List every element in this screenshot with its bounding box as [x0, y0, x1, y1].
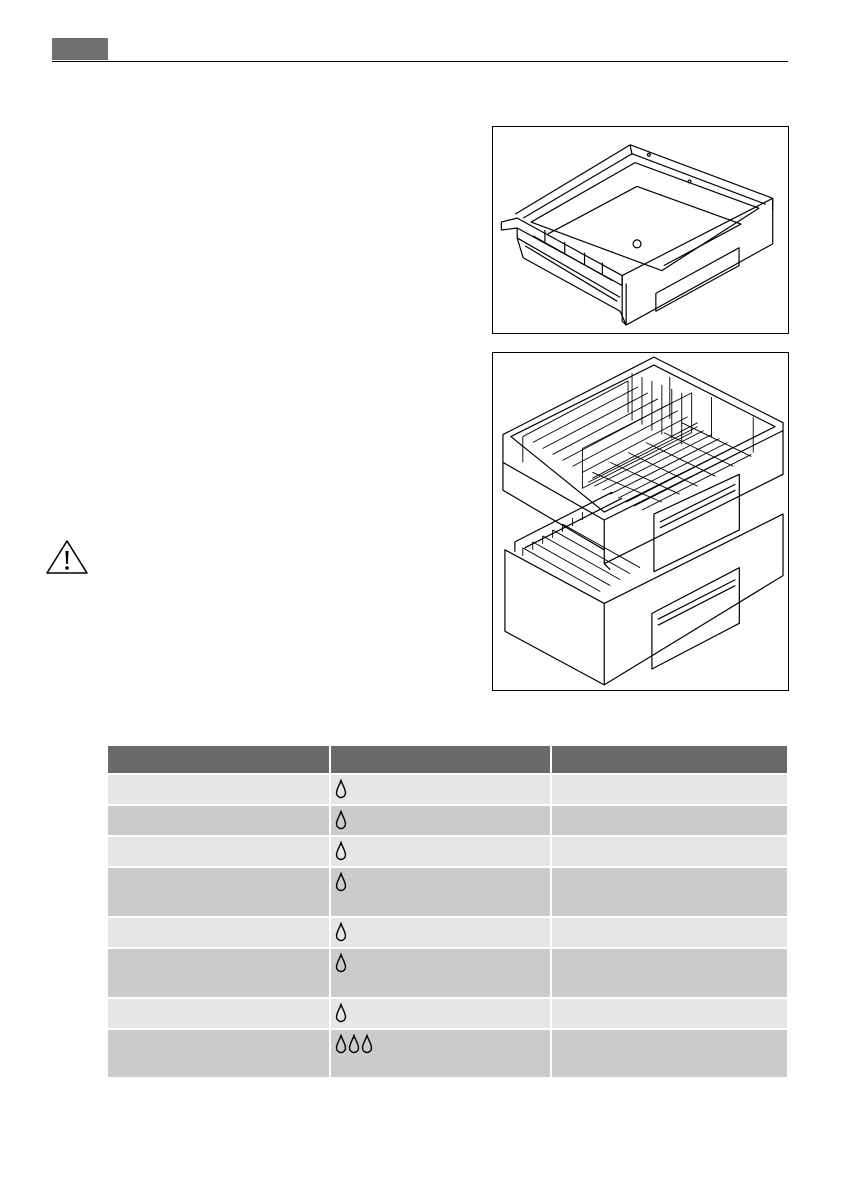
table-row [108, 835, 787, 866]
table-cell [108, 1028, 329, 1077]
table-row [108, 866, 787, 916]
humidity-drop-icon [335, 1034, 347, 1054]
stacked-basket-drawers-illustration [493, 353, 788, 690]
table-row [108, 1028, 787, 1077]
humidity-cell [329, 916, 550, 947]
humidity-cell [329, 997, 550, 1028]
humidity-drop-icon [335, 779, 347, 799]
shallow-drawer-illustration [493, 127, 788, 333]
table-cell [550, 866, 787, 916]
humidity-drop-icon [361, 1034, 373, 1054]
table-cell [550, 804, 787, 835]
humidity-cell [329, 773, 550, 804]
table-header-row [108, 746, 787, 773]
table-cell [108, 947, 329, 997]
table-cell [108, 835, 329, 866]
humidity-drop-icon [335, 922, 347, 942]
humidity-cell [329, 866, 550, 916]
table-cell [108, 916, 329, 947]
table-row [108, 916, 787, 947]
table-header-cell [550, 746, 787, 773]
basket-drawers-figure [492, 352, 789, 691]
humidity-cell [329, 804, 550, 835]
section-tab [52, 38, 108, 60]
table-cell [108, 773, 329, 804]
humidity-drop-icon [335, 841, 347, 861]
header-rule [52, 61, 788, 62]
table-cell [550, 997, 787, 1028]
table-cell [108, 997, 329, 1028]
table-cell [108, 866, 329, 916]
table-header-cell [108, 746, 329, 773]
table-row [108, 947, 787, 997]
humidity-cell [329, 947, 550, 997]
humidity-drop-icon [335, 872, 347, 892]
humidity-cell [329, 1028, 550, 1077]
table-header-cell [329, 746, 550, 773]
table-cell [550, 947, 787, 997]
humidity-drop-icon [335, 953, 347, 973]
humidity-drop-icon [335, 810, 347, 830]
food-storage-table [108, 746, 787, 1077]
table-row [108, 997, 787, 1028]
warning-triangle-icon [45, 539, 89, 575]
humidity-drop-icon [335, 1003, 347, 1023]
table-cell [108, 804, 329, 835]
table-cell [550, 773, 787, 804]
table-row [108, 773, 787, 804]
humidity-drop-icon [348, 1034, 360, 1054]
drawer-figure [492, 126, 789, 334]
table-cell [550, 916, 787, 947]
table-cell [550, 835, 787, 866]
table-cell [550, 1028, 787, 1077]
table-row [108, 804, 787, 835]
humidity-cell [329, 835, 550, 866]
